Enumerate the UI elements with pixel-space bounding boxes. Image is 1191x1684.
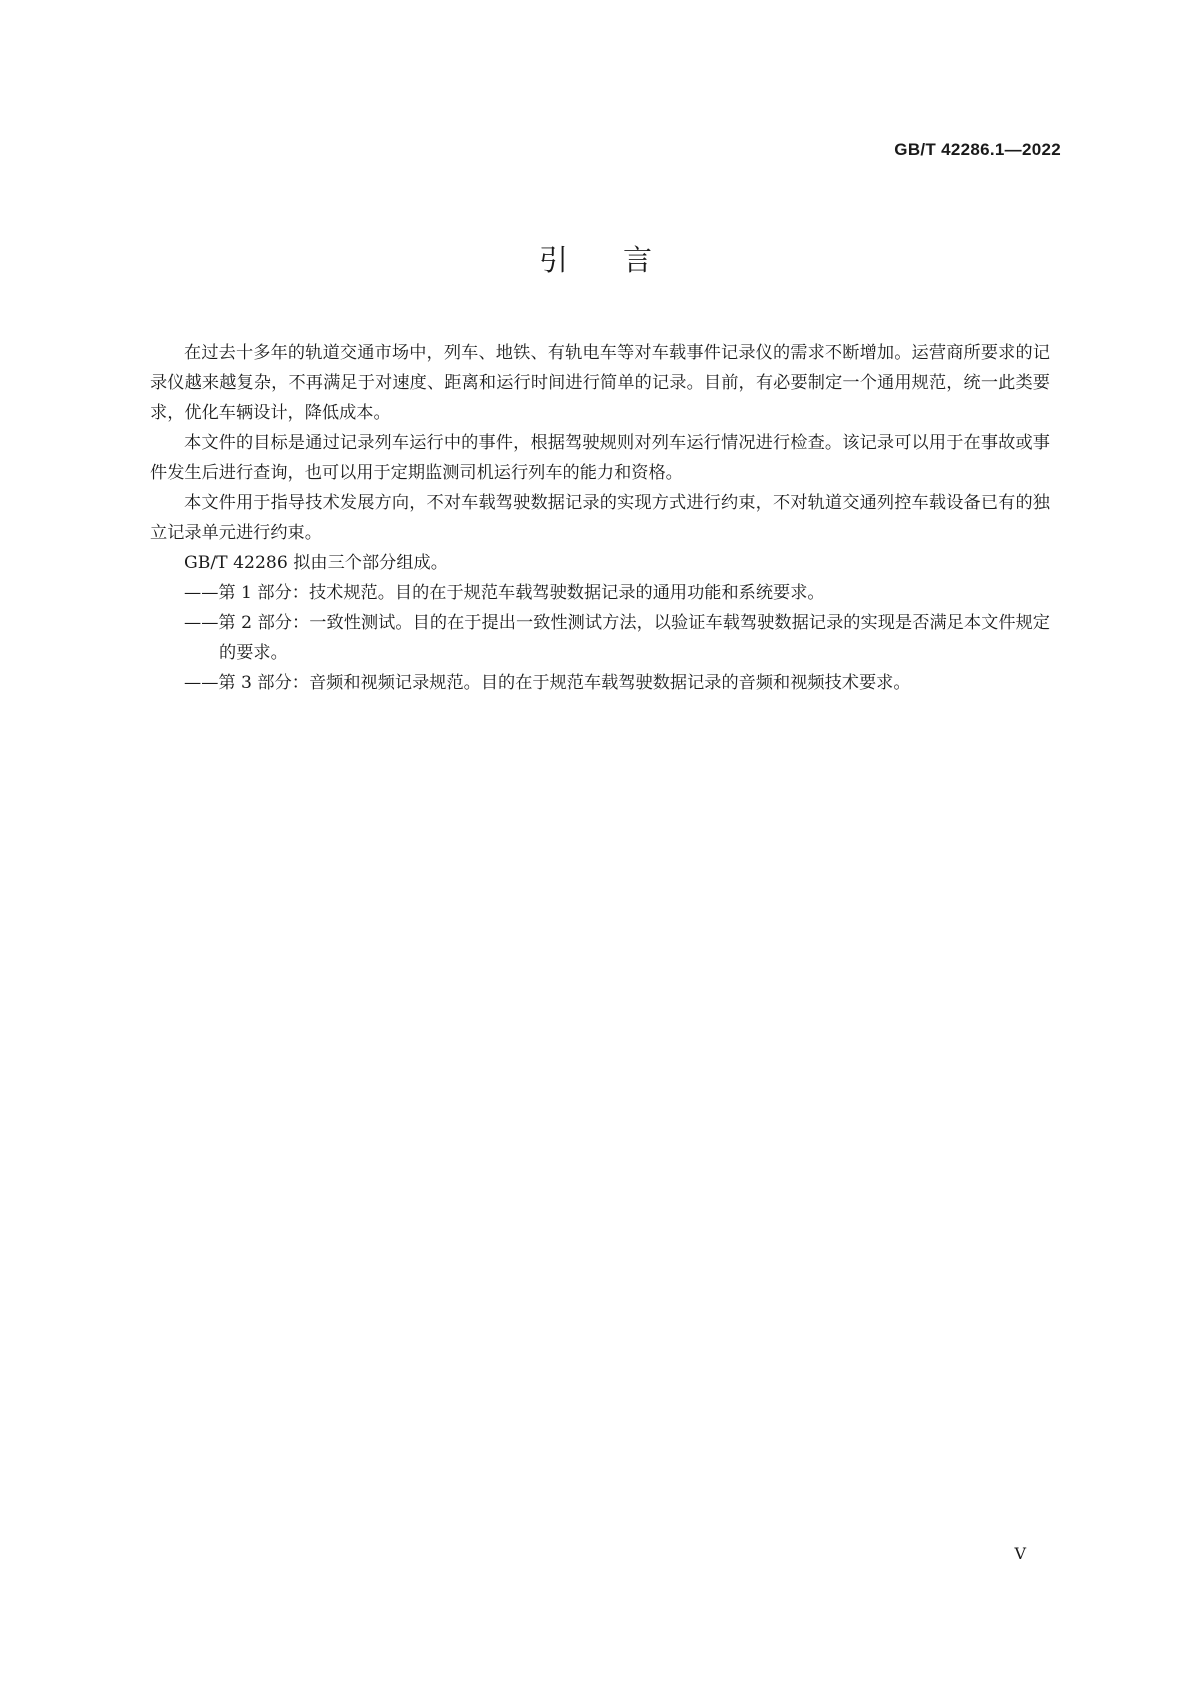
paragraph: 本文件的目标是通过记录列车运行中的事件，根据驾驶规则对列车运行情况进行检查。该记录可以用于在事故或事件发生后进行查询，也可以用于定期监测司机运行列车的能力和资格。 [150, 433, 1050, 483]
paragraph: 本文件用于指导技术发展方向，不对车载驾驶数据记录的实现方式进行约束，不对轨道交通列控车载设备已有的独立记录单元进行约束。 [150, 493, 1050, 543]
paragraph: GB/T 42286 拟由三个部分组成。 [184, 553, 448, 573]
document-code: GB/T 42286.1—2022 [894, 140, 1061, 159]
document-body [150, 338, 1050, 698]
page-number: V [1014, 1544, 1026, 1563]
paragraph: 在过去十多年的轨道交通市场中，列车、地铁、有轨电车等对车载事件记录仪的需求不断增加。运营商所要求的记录仪越来越复杂，不再满足于对速度、距离和运行时间进行简单的记录。目前，有必要制定一个通用规范，统一此类要求，优化车辆设计，降低成本。 [150, 343, 1050, 423]
section-title: 引言 [538, 243, 707, 277]
list-item: ——第 2 部分：一致性测试。目的在于提出一致性测试方法，以验证车载驾驶数据记录的实现是否满足本文件规定的要求。 [184, 613, 1050, 663]
list-item: ——第 1 部分：技术规范。目的在于规范车载驾驶数据记录的通用功能和系统要求。 [184, 583, 825, 603]
list-item: ——第 3 部分：音频和视频记录规范。目的在于规范车载驾驶数据记录的音频和视频技术要求。 [184, 673, 911, 693]
